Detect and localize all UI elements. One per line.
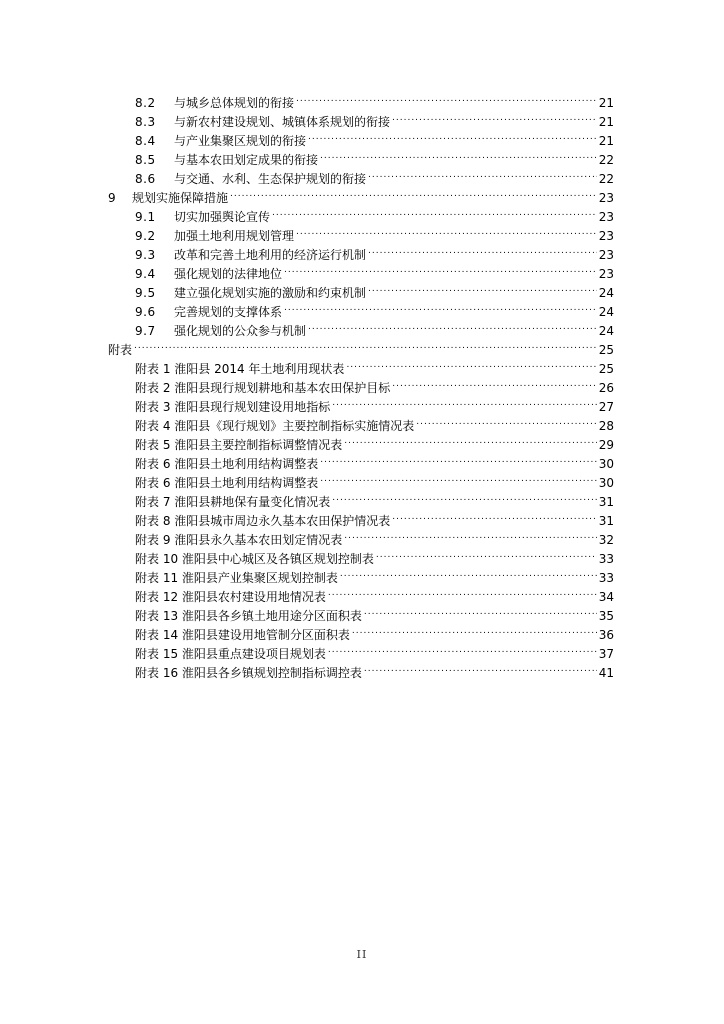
dot-leader	[346, 354, 596, 373]
toc-entry-page: 22	[598, 153, 614, 167]
toc-entry-title: 强化规划的公众参与机制	[174, 324, 307, 338]
toc-entry-title: 与城乡总体规划的衔接	[174, 96, 295, 110]
toc-entry[interactable]	[108, 88, 614, 110]
toc-entry-page: 24	[598, 286, 614, 300]
toc-entry-title: 规划实施保障措施	[132, 191, 229, 205]
toc-entry-title: 附表 12 淮阳县农村建设用地情况表	[135, 590, 326, 604]
dot-leader	[368, 164, 597, 183]
dot-leader	[272, 202, 597, 221]
toc-entry-page: 35	[598, 609, 614, 623]
dot-leader	[328, 639, 597, 658]
toc-entry-title: 附表 16 淮阳县各乡镇规划控制指标调控表	[135, 666, 362, 680]
toc-entry-number: 9	[108, 191, 117, 205]
toc-entry-title: 附表 10 淮阳县中心城区及各镇区规划控制表	[135, 552, 374, 566]
toc-entry-page: 37	[598, 647, 614, 661]
toc-entry-number: 9.3	[135, 248, 156, 262]
toc-entry-title: 附表 6 淮阳县土地利用结构调整表	[135, 476, 319, 490]
toc-entry-page: 33	[598, 552, 614, 566]
toc-entry-page: 21	[598, 115, 614, 129]
dot-leader	[392, 373, 596, 392]
dot-leader	[364, 601, 597, 620]
toc-entry-title: 建立强化规划实施的激励和约束机制	[174, 286, 367, 300]
table-of-contents	[108, 88, 614, 680]
toc-entry-number: 9.2	[135, 229, 156, 243]
toc-entry-title: 附表 2 淮阳县现行规划耕地和基本农田保护目标	[135, 381, 391, 395]
toc-entry-number: 8.3	[135, 115, 156, 129]
toc-entry-page: 23	[598, 267, 614, 281]
page-number: II	[356, 948, 368, 961]
dot-leader	[392, 107, 597, 126]
dot-leader	[320, 145, 597, 164]
toc-entry-title: 附表 7 淮阳县耕地保有量变化情况表	[135, 495, 331, 509]
toc-entry-title: 附表 14 淮阳县建设用地管制分区面积表	[135, 628, 350, 642]
toc-entry-page: 24	[598, 305, 614, 319]
toc-entry-title: 与基本农田划定成果的衔接	[174, 153, 319, 167]
dot-leader	[134, 335, 597, 354]
dot-leader	[352, 620, 597, 639]
toc-entry-page: 23	[598, 248, 614, 262]
toc-entry-number: 9.7	[135, 324, 156, 338]
toc-entry-title: 附表 8 淮阳县城市周边永久基本农田保护情况表	[135, 514, 391, 528]
toc-entry-page: 32	[598, 533, 614, 547]
toc-entry-page: 30	[598, 476, 614, 490]
dot-leader	[296, 221, 597, 240]
toc-entry[interactable]	[108, 335, 614, 357]
toc-entry-number: 8.4	[135, 134, 156, 148]
dot-leader	[344, 430, 596, 449]
toc-entry-number: 9.4	[135, 267, 156, 281]
toc-entry-page: 24	[598, 324, 614, 338]
toc-entry-page: 21	[598, 96, 614, 110]
toc-entry-number: 8.5	[135, 153, 156, 167]
toc-entry-page: 25	[598, 343, 614, 357]
toc-entry-page: 26	[598, 381, 614, 395]
toc-entry-page: 36	[598, 628, 614, 642]
toc-entry-title: 切实加强舆论宣传	[174, 210, 271, 224]
toc-entry-title: 与产业集聚区规划的衔接	[174, 134, 307, 148]
dot-leader	[332, 487, 596, 506]
toc-entry-title: 改革和完善土地利用的经济运行机制	[174, 248, 367, 262]
dot-leader	[368, 278, 597, 297]
toc-entry-page: 22	[598, 172, 614, 186]
toc-entry-page: 34	[598, 590, 614, 604]
toc-entry-page: 28	[598, 419, 614, 433]
dot-leader	[376, 544, 597, 563]
dot-leader	[284, 297, 597, 316]
toc-entry-number: 8.6	[135, 172, 156, 186]
toc-entry-page: 31	[598, 514, 614, 528]
dot-leader	[344, 525, 596, 544]
toc-entry-page: 23	[598, 191, 614, 205]
toc-entry-title: 加强土地利用规划管理	[174, 229, 295, 243]
toc-entry-title: 附表	[108, 343, 133, 357]
dot-leader	[296, 88, 597, 107]
toc-entry-number: 9.6	[135, 305, 156, 319]
toc-entry-page: 25	[598, 362, 614, 376]
toc-entry-page: 31	[598, 495, 614, 509]
toc-entry-number: 9.1	[135, 210, 156, 224]
dot-leader	[332, 392, 596, 411]
dot-leader	[368, 240, 597, 259]
dot-leader	[392, 506, 596, 525]
toc-entry-title: 附表 4 淮阳县《现行规划》主要控制指标实施情况表	[135, 419, 415, 433]
toc-entry-title: 强化规划的法律地位	[174, 267, 283, 281]
toc-entry-number: 8.2	[135, 96, 156, 110]
toc-entry-page: 23	[598, 210, 614, 224]
dot-leader	[230, 183, 597, 202]
toc-entry-title: 与新农村建设规划、城镇体系规划的衔接	[174, 115, 391, 129]
dot-leader	[320, 449, 596, 468]
toc-entry-title: 完善规划的支撑体系	[174, 305, 283, 319]
dot-leader	[320, 468, 596, 487]
toc-entry-page: 27	[598, 400, 614, 414]
toc-entry-title: 附表 5 淮阳县主要控制指标调整情况表	[135, 438, 343, 452]
toc-entry-title: 附表 13 淮阳县各乡镇土地用途分区面积表	[135, 609, 362, 623]
toc-entry-title: 附表 1 淮阳县 2014 年土地利用现状表	[135, 362, 345, 376]
dot-leader	[328, 582, 597, 601]
toc-entry-title: 与交通、水利、生态保护规划的衔接	[174, 172, 367, 186]
toc-entry-page: 30	[598, 457, 614, 471]
dot-leader	[284, 259, 597, 278]
toc-entry-page: 23	[598, 229, 614, 243]
dot-leader	[416, 411, 596, 430]
toc-entry[interactable]	[108, 354, 614, 376]
dot-leader	[308, 316, 597, 335]
toc-entry-title: 附表 3 淮阳县现行规划建设用地指标	[135, 400, 331, 414]
toc-entry-title: 附表 9 淮阳县永久基本农田划定情况表	[135, 533, 343, 547]
toc-entry-page: 33	[598, 571, 614, 585]
toc-entry-title: 附表 15 淮阳县重点建设项目规划表	[135, 647, 326, 661]
dot-leader	[340, 563, 597, 582]
dot-leader	[308, 126, 597, 145]
toc-entry-page: 21	[598, 134, 614, 148]
toc-entry-title: 附表 6 淮阳县土地利用结构调整表	[135, 457, 319, 471]
dot-leader	[364, 658, 597, 677]
toc-entry-number: 9.5	[135, 286, 156, 300]
toc-entry-title: 附表 11 淮阳县产业集聚区规划控制表	[135, 571, 338, 585]
toc-entry-page: 41	[598, 666, 614, 680]
toc-entry-page: 29	[598, 438, 614, 452]
